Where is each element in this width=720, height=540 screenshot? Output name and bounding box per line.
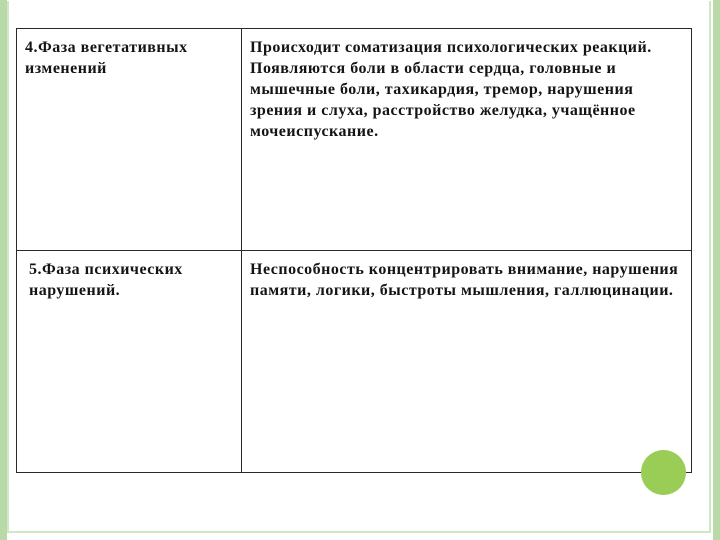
decorative-dot [641, 450, 686, 495]
description-cell: Неспособность концентрировать внимание, нарушения памяти, логики, быстроты мышления, галлюцинации. [242, 251, 692, 473]
table-row [17, 29, 692, 251]
phase-cell: 5.Фаза психических нарушений. [17, 251, 242, 473]
table-row [17, 251, 692, 473]
right-edge-strip [713, 0, 720, 540]
description-cell: Происходит соматизация психологических реакций. Появляются боли в области сердца, головные и мышечные боли, тахикардия, тремор, нарушения зрения и слуха, расстройство желудка, учащённое мочеиспускание. [242, 29, 692, 251]
phase-table [16, 28, 692, 473]
phase-cell: 4.Фаза вегетативных изменений [17, 29, 242, 251]
left-edge-strip [0, 0, 7, 540]
